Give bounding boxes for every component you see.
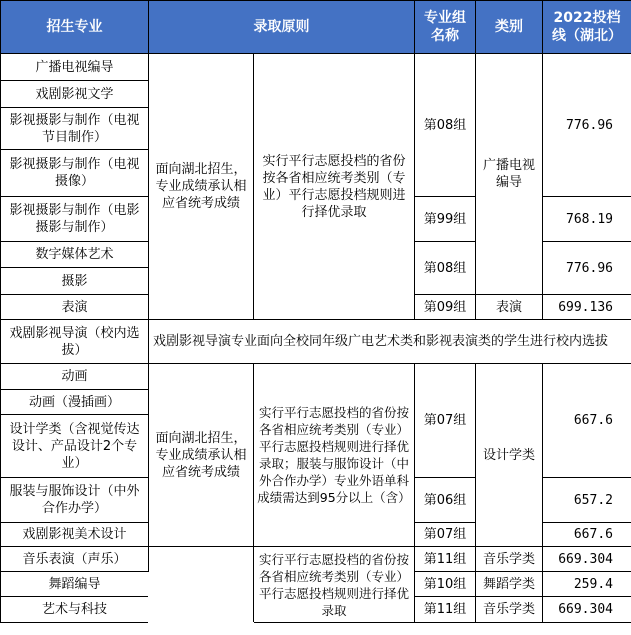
group-cell: 第11组 (415, 547, 476, 572)
major-cell: 影视摄影与制作（电视节目制作） (1, 108, 149, 150)
score-cell: 776.96 (543, 242, 631, 295)
major-cell: 影视摄影与制作（电影摄影与制作） (1, 197, 149, 242)
major-cell: 服装与服饰设计（中外合作办学） (1, 478, 149, 523)
score-cell: 669.304 (543, 547, 631, 572)
directing-note-cell: 戏剧影视导演专业面向全校同年级广电艺术类和影视表演类的学生进行校内选拔 (149, 320, 631, 364)
col-group-header (415, 1, 476, 54)
group-cell: 第06组 (415, 478, 476, 523)
major-cell: 数字媒体艺术 (1, 242, 149, 268)
col-major-header: 招生专业 (1, 1, 149, 54)
score-cell: 657.2 (543, 478, 631, 523)
col-score-header (543, 1, 631, 54)
header-row (1, 1, 631, 54)
parallel-rule-cell: 实行平行志愿投档的省份按各省相应统考类别（专业）平行志愿投档规则进行择优录取 (254, 547, 415, 623)
table-row (1, 547, 631, 572)
category-cell: 音乐学类 (476, 597, 543, 623)
score-cell: 667.6 (543, 364, 631, 478)
major-cell: 艺术与科技 (1, 597, 149, 623)
score-cell: 699.136 (543, 295, 631, 320)
col-category-header: 类别 (476, 1, 543, 54)
group-cell: 第08组 (415, 242, 476, 295)
category-cell: 表演 (476, 295, 543, 320)
group-cell: 第99组 (415, 197, 476, 242)
group-cell: 第09组 (415, 295, 476, 320)
major-cell: 摄影 (1, 268, 149, 295)
category-cell: 舞蹈学类 (476, 572, 543, 597)
major-cell: 设计学类（含视觉传达设计、产品设计2个专业） (1, 415, 149, 478)
hubei-rule-cell: 面向湖北招生，专业成绩承认相应省统考成绩 (149, 364, 254, 547)
major-cell: 戏剧影视文学 (1, 81, 149, 108)
table-row (1, 320, 631, 364)
table-row (1, 364, 631, 390)
score-cell: 259.4 (543, 572, 631, 597)
category-cell: 音乐学类 (476, 547, 543, 572)
major-cell: 广播电视编导 (1, 54, 149, 81)
group-cell: 第11组 (415, 597, 476, 623)
parallel-rule-cell: 实行平行志愿投档的省份按各省相应统考类别（专业）平行志愿投档规则进行择优录取 (254, 54, 415, 320)
score-header-line1: 2022投档 (553, 10, 621, 26)
score-cell: 776.96 (543, 54, 631, 197)
major-cell: 表演 (1, 295, 149, 320)
score-cell: 768.19 (543, 197, 631, 242)
score-cell: 667.6 (543, 523, 631, 547)
score-header-line2: 线（湖北） (552, 28, 622, 44)
major-cell: 戏剧影视美术设计 (1, 523, 149, 547)
group-cell: 第08组 (415, 54, 476, 197)
major-cell: 影视摄影与制作（电视摄像） (1, 150, 149, 197)
table-row (1, 54, 631, 81)
group-cell: 第07组 (415, 364, 476, 478)
group-header-line1: 专业组 (424, 10, 466, 26)
group-cell: 第10组 (415, 572, 476, 597)
category-cell: 设计学类 (476, 364, 543, 547)
score-cell: 669.304 (543, 597, 631, 623)
group-cell: 第07组 (415, 523, 476, 547)
major-cell: 戏剧影视导演（校内选拔） (1, 320, 149, 364)
parallel-rule-cell: 实行平行志愿投档的省份按各省相应统考类别（专业）平行志愿投档规则进行择优录取；服装与服饰设计（中外合作办学）专业外语单科成绩需达到95分以上（含） (254, 364, 415, 547)
col-principle-header: 录取原则 (149, 1, 415, 54)
hubei-rule-cell: 面向湖北招生，专业成绩承认相应省统考成绩 (149, 54, 254, 320)
blank-rule-cell (149, 547, 254, 623)
category-cell: 广播电视编导 (476, 54, 543, 295)
major-cell: 动画 (1, 364, 149, 390)
major-cell: 动画（漫插画） (1, 390, 149, 415)
major-cell: 舞蹈编导 (1, 572, 149, 597)
group-header-line2: 名称 (431, 28, 459, 44)
major-cell: 音乐表演（声乐） (1, 547, 149, 572)
